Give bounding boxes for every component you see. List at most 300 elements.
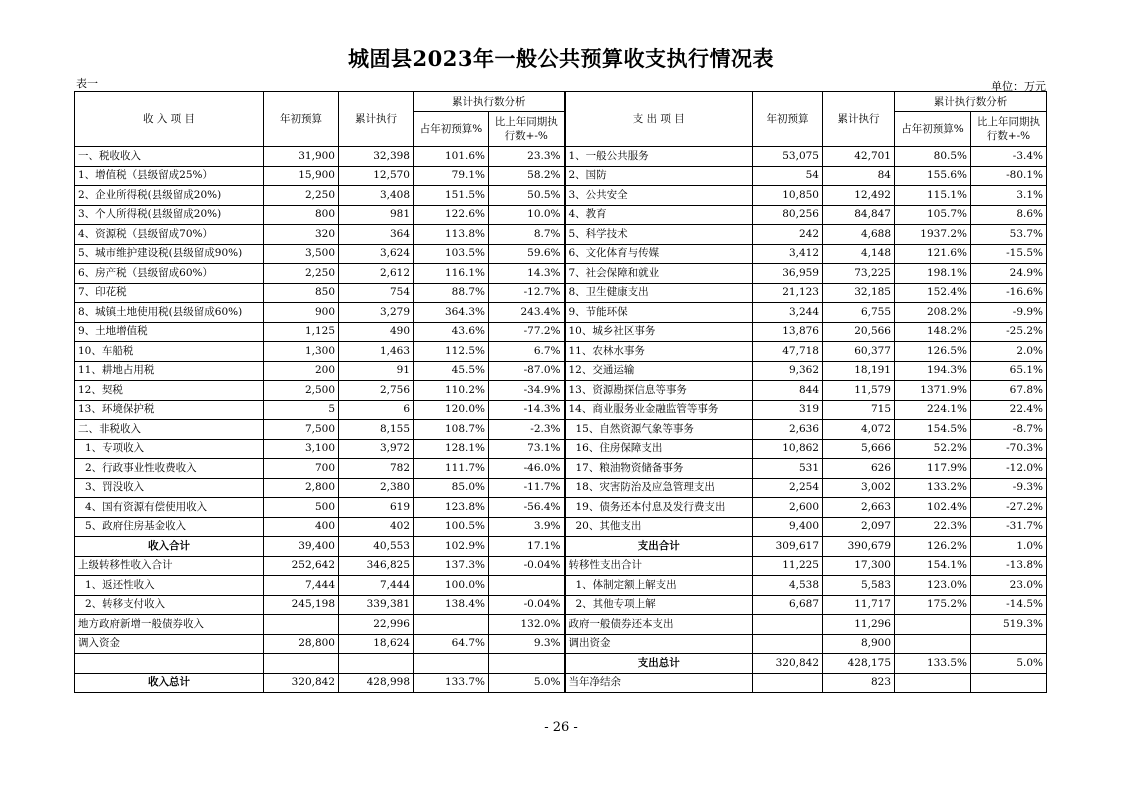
value-cell: 121.6% xyxy=(895,244,971,264)
value-cell: 116.1% xyxy=(414,264,489,284)
header-initial-budget: 年初预算 xyxy=(753,92,823,147)
value-cell: 80,256 xyxy=(753,205,823,225)
expense-item-cell: 2、其他专项上解 xyxy=(565,595,753,615)
value-cell: 3.9% xyxy=(489,517,565,537)
value-cell: 24.9% xyxy=(971,264,1047,284)
budget-table xyxy=(74,91,1047,693)
value-cell: 88.7% xyxy=(414,283,489,303)
value-cell: 428,998 xyxy=(339,673,414,693)
value-cell: 3,412 xyxy=(753,244,823,264)
value-cell: 4,538 xyxy=(753,576,823,596)
value-cell: 3,624 xyxy=(339,244,414,264)
income-item-cell: 4、国有资源有偿使用收入 xyxy=(75,498,264,518)
value-cell: 2,663 xyxy=(823,498,895,518)
income-item-cell: 7、印花税 xyxy=(75,283,264,303)
value-cell: 6,755 xyxy=(823,303,895,323)
value-cell xyxy=(971,673,1047,693)
header-expense-item: 支 出 项 目 xyxy=(565,92,753,147)
value-cell: 18,191 xyxy=(823,361,895,381)
value-cell: -56.4% xyxy=(489,498,565,518)
value-cell: 200 xyxy=(264,361,339,381)
value-cell: 2,800 xyxy=(264,478,339,498)
value-cell: 1,125 xyxy=(264,322,339,342)
expense-item-cell: 9、节能环保 xyxy=(565,303,753,323)
value-cell: 126.2% xyxy=(895,537,971,557)
income-item-cell: 1、专项收入 xyxy=(75,439,264,459)
value-cell: 10,850 xyxy=(753,186,823,206)
value-cell: 4,148 xyxy=(823,244,895,264)
value-cell: 133.5% xyxy=(895,654,971,674)
expense-item-cell: 政府一般债券还本支出 xyxy=(565,615,753,635)
value-cell: -9.3% xyxy=(971,478,1047,498)
income-item-cell: 6、房产税（县级留成60%） xyxy=(75,264,264,284)
value-cell: 252,642 xyxy=(264,556,339,576)
value-cell: 151.5% xyxy=(414,186,489,206)
value-cell: 53.7% xyxy=(971,225,1047,245)
value-cell: 243.4% xyxy=(489,303,565,323)
value-cell: -27.2% xyxy=(971,498,1047,518)
income-item-cell: 2、企业所得税(县级留成20%) xyxy=(75,186,264,206)
value-cell: 152.4% xyxy=(895,283,971,303)
value-cell: 50.5% xyxy=(489,186,565,206)
value-cell: 320,842 xyxy=(753,654,823,674)
value-cell: 619 xyxy=(339,498,414,518)
value-cell: 8.6% xyxy=(971,205,1047,225)
table-row xyxy=(75,517,1047,537)
table-row xyxy=(75,420,1047,440)
value-cell: 17.1% xyxy=(489,537,565,557)
unit-label: 单位：万元 xyxy=(991,80,1046,93)
table-row xyxy=(75,381,1047,401)
value-cell: 242 xyxy=(753,225,823,245)
value-cell: 3,244 xyxy=(753,303,823,323)
table-row xyxy=(75,556,1047,576)
value-cell: 60,377 xyxy=(823,342,895,362)
income-item-cell: 2、行政事业性收费收入 xyxy=(75,459,264,479)
value-cell: -80.1% xyxy=(971,166,1047,186)
value-cell: 7,444 xyxy=(339,576,414,596)
income-item-cell: 9、土地增值税 xyxy=(75,322,264,342)
expense-item-cell: 6、文化体育与传媒 xyxy=(565,244,753,264)
value-cell: 111.7% xyxy=(414,459,489,479)
expense-item-cell: 1、一般公共服务 xyxy=(565,147,753,167)
value-cell: 1.0% xyxy=(971,537,1047,557)
table-tag: 表一 xyxy=(76,77,98,90)
value-cell: -31.7% xyxy=(971,517,1047,537)
value-cell xyxy=(339,654,414,674)
value-cell: 128.1% xyxy=(414,439,489,459)
table-row xyxy=(75,673,1047,693)
value-cell: 224.1% xyxy=(895,400,971,420)
table-row xyxy=(75,498,1047,518)
value-cell: 3.1% xyxy=(971,186,1047,206)
table-row xyxy=(75,361,1047,381)
value-cell: 2,250 xyxy=(264,264,339,284)
value-cell: 626 xyxy=(823,459,895,479)
expense-item-cell: 16、住房保障支出 xyxy=(565,439,753,459)
table-row xyxy=(75,634,1047,654)
value-cell: -14.5% xyxy=(971,595,1047,615)
value-cell: -14.3% xyxy=(489,400,565,420)
income-item-cell: 12、契税 xyxy=(75,381,264,401)
income-item-cell: 一、税收收入 xyxy=(75,147,264,167)
expense-item-cell: 1、体制定额上解支出 xyxy=(565,576,753,596)
value-cell: 3,002 xyxy=(823,478,895,498)
value-cell: 844 xyxy=(753,381,823,401)
table-row xyxy=(75,303,1047,323)
value-cell xyxy=(264,615,339,635)
table-row xyxy=(75,147,1047,167)
value-cell: 245,198 xyxy=(264,595,339,615)
value-cell: 364 xyxy=(339,225,414,245)
value-cell: 53,075 xyxy=(753,147,823,167)
value-cell xyxy=(264,654,339,674)
income-item-cell: 地方政府新增一般债券收入 xyxy=(75,615,264,635)
value-cell: 2,380 xyxy=(339,478,414,498)
value-cell: 1937.2% xyxy=(895,225,971,245)
value-cell: 18,624 xyxy=(339,634,414,654)
value-cell: 3,408 xyxy=(339,186,414,206)
value-cell: 91 xyxy=(339,361,414,381)
value-cell: 123.8% xyxy=(414,498,489,518)
value-cell: 754 xyxy=(339,283,414,303)
value-cell: 309,617 xyxy=(753,537,823,557)
value-cell: 9,362 xyxy=(753,361,823,381)
expense-item-cell: 8、卫生健康支出 xyxy=(565,283,753,303)
value-cell: 390,679 xyxy=(823,537,895,557)
value-cell: -12.0% xyxy=(971,459,1047,479)
expense-item-cell: 7、社会保障和就业 xyxy=(565,264,753,284)
value-cell: 101.6% xyxy=(414,147,489,167)
value-cell xyxy=(414,615,489,635)
expense-item-cell: 支出合计 xyxy=(565,537,753,557)
value-cell: 2,097 xyxy=(823,517,895,537)
value-cell: 155.6% xyxy=(895,166,971,186)
value-cell: 36,959 xyxy=(753,264,823,284)
value-cell: 13,876 xyxy=(753,322,823,342)
table-row xyxy=(75,576,1047,596)
value-cell: 2,612 xyxy=(339,264,414,284)
income-item-cell: 上级转移性收入合计 xyxy=(75,556,264,576)
income-item-cell: 二、非税收入 xyxy=(75,420,264,440)
value-cell: 5.0% xyxy=(971,654,1047,674)
value-cell: 8.7% xyxy=(489,225,565,245)
value-cell: 17,300 xyxy=(823,556,895,576)
expense-item-cell: 14、商业服务业金融监管等事务 xyxy=(565,400,753,420)
value-cell: 194.3% xyxy=(895,361,971,381)
value-cell: -16.6% xyxy=(971,283,1047,303)
table-row xyxy=(75,595,1047,615)
value-cell: 73,225 xyxy=(823,264,895,284)
value-cell: 23.3% xyxy=(489,147,565,167)
value-cell: 6 xyxy=(339,400,414,420)
value-cell: 113.8% xyxy=(414,225,489,245)
page-title: 城固县2023年一般公共预算收支执行情况表 xyxy=(348,46,774,71)
value-cell: 2.0% xyxy=(971,342,1047,362)
value-cell: 12,492 xyxy=(823,186,895,206)
value-cell: 319 xyxy=(753,400,823,420)
value-cell: 500 xyxy=(264,498,339,518)
value-cell xyxy=(753,615,823,635)
value-cell: 28,800 xyxy=(264,634,339,654)
value-cell: -12.7% xyxy=(489,283,565,303)
value-cell: -15.5% xyxy=(971,244,1047,264)
value-cell: 84 xyxy=(823,166,895,186)
value-cell: 490 xyxy=(339,322,414,342)
income-item-cell: 3、个人所得税(县级留成20%) xyxy=(75,205,264,225)
value-cell: 79.1% xyxy=(414,166,489,186)
value-cell: 715 xyxy=(823,400,895,420)
value-cell xyxy=(489,654,565,674)
value-cell: 1371.9% xyxy=(895,381,971,401)
expense-item-cell: 10、城乡社区事务 xyxy=(565,322,753,342)
value-cell: 23.0% xyxy=(971,576,1047,596)
value-cell: 132.0% xyxy=(489,615,565,635)
income-item-cell: 2、转移支付收入 xyxy=(75,595,264,615)
header-income-item: 收 入 项 目 xyxy=(75,92,264,147)
income-item-cell: 收入总计 xyxy=(75,673,264,693)
value-cell: 112.5% xyxy=(414,342,489,362)
page-number: - 26 - xyxy=(544,720,578,735)
value-cell xyxy=(971,634,1047,654)
value-cell: 120.0% xyxy=(414,400,489,420)
value-cell: 9.3% xyxy=(489,634,565,654)
value-cell: 700 xyxy=(264,459,339,479)
value-cell: 900 xyxy=(264,303,339,323)
value-cell: 6.7% xyxy=(489,342,565,362)
value-cell: 11,717 xyxy=(823,595,895,615)
value-cell: 42,701 xyxy=(823,147,895,167)
expense-item-cell: 19、债务还本付息及发行费支出 xyxy=(565,498,753,518)
value-cell: 133.7% xyxy=(414,673,489,693)
expense-item-cell: 20、其他支出 xyxy=(565,517,753,537)
value-cell xyxy=(895,673,971,693)
expense-item-cell: 13、资源勘探信息等事务 xyxy=(565,381,753,401)
value-cell xyxy=(895,615,971,635)
value-cell: 402 xyxy=(339,517,414,537)
table-row xyxy=(75,244,1047,264)
value-cell: -2.3% xyxy=(489,420,565,440)
table-row xyxy=(75,322,1047,342)
value-cell: -3.4% xyxy=(971,147,1047,167)
value-cell: -46.0% xyxy=(489,459,565,479)
value-cell: 346,825 xyxy=(339,556,414,576)
table-row xyxy=(75,478,1047,498)
value-cell: 14.3% xyxy=(489,264,565,284)
value-cell: 67.8% xyxy=(971,381,1047,401)
value-cell: 339,381 xyxy=(339,595,414,615)
value-cell: 54 xyxy=(753,166,823,186)
value-cell: 8,155 xyxy=(339,420,414,440)
header-cumulative: 累计执行 xyxy=(339,92,414,147)
header-yoy: 比上年同期执行数+-% xyxy=(489,112,565,147)
value-cell: 100.5% xyxy=(414,517,489,537)
value-cell: 22.4% xyxy=(971,400,1047,420)
expense-item-cell: 当年净结余 xyxy=(565,673,753,693)
table-row xyxy=(75,283,1047,303)
income-item-cell: 3、罚没收入 xyxy=(75,478,264,498)
table-row xyxy=(75,264,1047,284)
value-cell: 22,996 xyxy=(339,615,414,635)
value-cell: 823 xyxy=(823,673,895,693)
value-cell: 39,400 xyxy=(264,537,339,557)
table-row xyxy=(75,615,1047,635)
value-cell: 20,566 xyxy=(823,322,895,342)
value-cell: -13.8% xyxy=(971,556,1047,576)
value-cell: 2,600 xyxy=(753,498,823,518)
value-cell: 850 xyxy=(264,283,339,303)
value-cell: 105.7% xyxy=(895,205,971,225)
value-cell xyxy=(895,634,971,654)
expense-item-cell: 18、灾害防治及应急管理支出 xyxy=(565,478,753,498)
value-cell: 22.3% xyxy=(895,517,971,537)
table-row xyxy=(75,225,1047,245)
expense-item-cell: 3、公共安全 xyxy=(565,186,753,206)
header-yoy: 比上年同期执行数+-% xyxy=(971,112,1047,147)
header-initial-budget: 年初预算 xyxy=(264,92,339,147)
value-cell: -0.04% xyxy=(489,595,565,615)
value-cell: 800 xyxy=(264,205,339,225)
value-cell: 11,225 xyxy=(753,556,823,576)
value-cell: 126.5% xyxy=(895,342,971,362)
value-cell: 782 xyxy=(339,459,414,479)
value-cell: 154.5% xyxy=(895,420,971,440)
value-cell xyxy=(489,576,565,596)
table-row xyxy=(75,186,1047,206)
value-cell: 32,398 xyxy=(339,147,414,167)
income-item-cell: 1、增值税（县级留成25%） xyxy=(75,166,264,186)
expense-item-cell: 调出资金 xyxy=(565,634,753,654)
header-pct-initial: 占年初预算% xyxy=(895,112,971,147)
income-item-cell: 11、耕地占用税 xyxy=(75,361,264,381)
value-cell: 320 xyxy=(264,225,339,245)
table-row xyxy=(75,166,1047,186)
value-cell: 115.1% xyxy=(895,186,971,206)
value-cell: 2,250 xyxy=(264,186,339,206)
value-cell: 531 xyxy=(753,459,823,479)
value-cell: 40,553 xyxy=(339,537,414,557)
table-row xyxy=(75,205,1047,225)
value-cell: 3,500 xyxy=(264,244,339,264)
value-cell: 198.1% xyxy=(895,264,971,284)
table-row xyxy=(75,400,1047,420)
value-cell: -34.9% xyxy=(489,381,565,401)
value-cell: -70.3% xyxy=(971,439,1047,459)
income-item-cell: 5、政府住房基金收入 xyxy=(75,517,264,537)
value-cell: 117.9% xyxy=(895,459,971,479)
value-cell: 2,756 xyxy=(339,381,414,401)
value-cell: 64.7% xyxy=(414,634,489,654)
value-cell: 5 xyxy=(264,400,339,420)
value-cell: 4,688 xyxy=(823,225,895,245)
value-cell: -9.9% xyxy=(971,303,1047,323)
expense-item-cell: 11、农林水事务 xyxy=(565,342,753,362)
value-cell: 73.1% xyxy=(489,439,565,459)
value-cell: 12,570 xyxy=(339,166,414,186)
value-cell: 123.0% xyxy=(895,576,971,596)
income-item-cell xyxy=(75,654,264,674)
value-cell: 175.2% xyxy=(895,595,971,615)
table-row xyxy=(75,654,1047,674)
value-cell: 10.0% xyxy=(489,205,565,225)
value-cell: 519.3% xyxy=(971,615,1047,635)
table-row xyxy=(75,537,1047,557)
value-cell: 31,900 xyxy=(264,147,339,167)
value-cell: 5,666 xyxy=(823,439,895,459)
value-cell: 7,500 xyxy=(264,420,339,440)
value-cell: 102.9% xyxy=(414,537,489,557)
value-cell: 137.3% xyxy=(414,556,489,576)
income-item-cell: 10、车船税 xyxy=(75,342,264,362)
value-cell: 43.6% xyxy=(414,322,489,342)
value-cell xyxy=(753,634,823,654)
income-item-cell: 8、城镇土地使用税(县级留成60%) xyxy=(75,303,264,323)
value-cell: 3,279 xyxy=(339,303,414,323)
income-item-cell: 13、环境保护税 xyxy=(75,400,264,420)
value-cell: 47,718 xyxy=(753,342,823,362)
value-cell: 100.0% xyxy=(414,576,489,596)
value-cell: 7,444 xyxy=(264,576,339,596)
value-cell: 4,072 xyxy=(823,420,895,440)
value-cell: 320,842 xyxy=(264,673,339,693)
table-row xyxy=(75,439,1047,459)
value-cell: 103.5% xyxy=(414,244,489,264)
table-row xyxy=(75,342,1047,362)
expense-item-cell: 12、交通运输 xyxy=(565,361,753,381)
value-cell: 65.1% xyxy=(971,361,1047,381)
value-cell: 208.2% xyxy=(895,303,971,323)
header-cumulative: 累计执行 xyxy=(823,92,895,147)
value-cell: -87.0% xyxy=(489,361,565,381)
value-cell: -8.7% xyxy=(971,420,1047,440)
value-cell: 52.2% xyxy=(895,439,971,459)
value-cell: 148.2% xyxy=(895,322,971,342)
expense-item-cell: 4、教育 xyxy=(565,205,753,225)
value-cell: 138.4% xyxy=(414,595,489,615)
header-analysis: 累计执行数分析 xyxy=(414,92,565,112)
value-cell: 6,687 xyxy=(753,595,823,615)
value-cell: 2,500 xyxy=(264,381,339,401)
value-cell: 5.0% xyxy=(489,673,565,693)
value-cell: 102.4% xyxy=(895,498,971,518)
value-cell: 2,636 xyxy=(753,420,823,440)
value-cell: 108.7% xyxy=(414,420,489,440)
value-cell: 11,579 xyxy=(823,381,895,401)
income-item-cell: 收入合计 xyxy=(75,537,264,557)
value-cell: 9,400 xyxy=(753,517,823,537)
value-cell: 11,296 xyxy=(823,615,895,635)
expense-item-cell: 转移性支出合计 xyxy=(565,556,753,576)
value-cell: 59.6% xyxy=(489,244,565,264)
value-cell: 122.6% xyxy=(414,205,489,225)
header-analysis: 累计执行数分析 xyxy=(895,92,1047,112)
value-cell: 58.2% xyxy=(489,166,565,186)
value-cell: 400 xyxy=(264,517,339,537)
income-item-cell: 5、城市维护建设税(县级留成90%) xyxy=(75,244,264,264)
value-cell: 84,847 xyxy=(823,205,895,225)
value-cell: 364.3% xyxy=(414,303,489,323)
value-cell: 1,300 xyxy=(264,342,339,362)
value-cell: 21,123 xyxy=(753,283,823,303)
value-cell: -77.2% xyxy=(489,322,565,342)
table-row xyxy=(75,459,1047,479)
income-item-cell: 调入资金 xyxy=(75,634,264,654)
expense-item-cell: 支出总计 xyxy=(565,654,753,674)
header-pct-initial: 占年初预算% xyxy=(414,112,489,147)
value-cell: 981 xyxy=(339,205,414,225)
value-cell: 80.5% xyxy=(895,147,971,167)
value-cell: 45.5% xyxy=(414,361,489,381)
